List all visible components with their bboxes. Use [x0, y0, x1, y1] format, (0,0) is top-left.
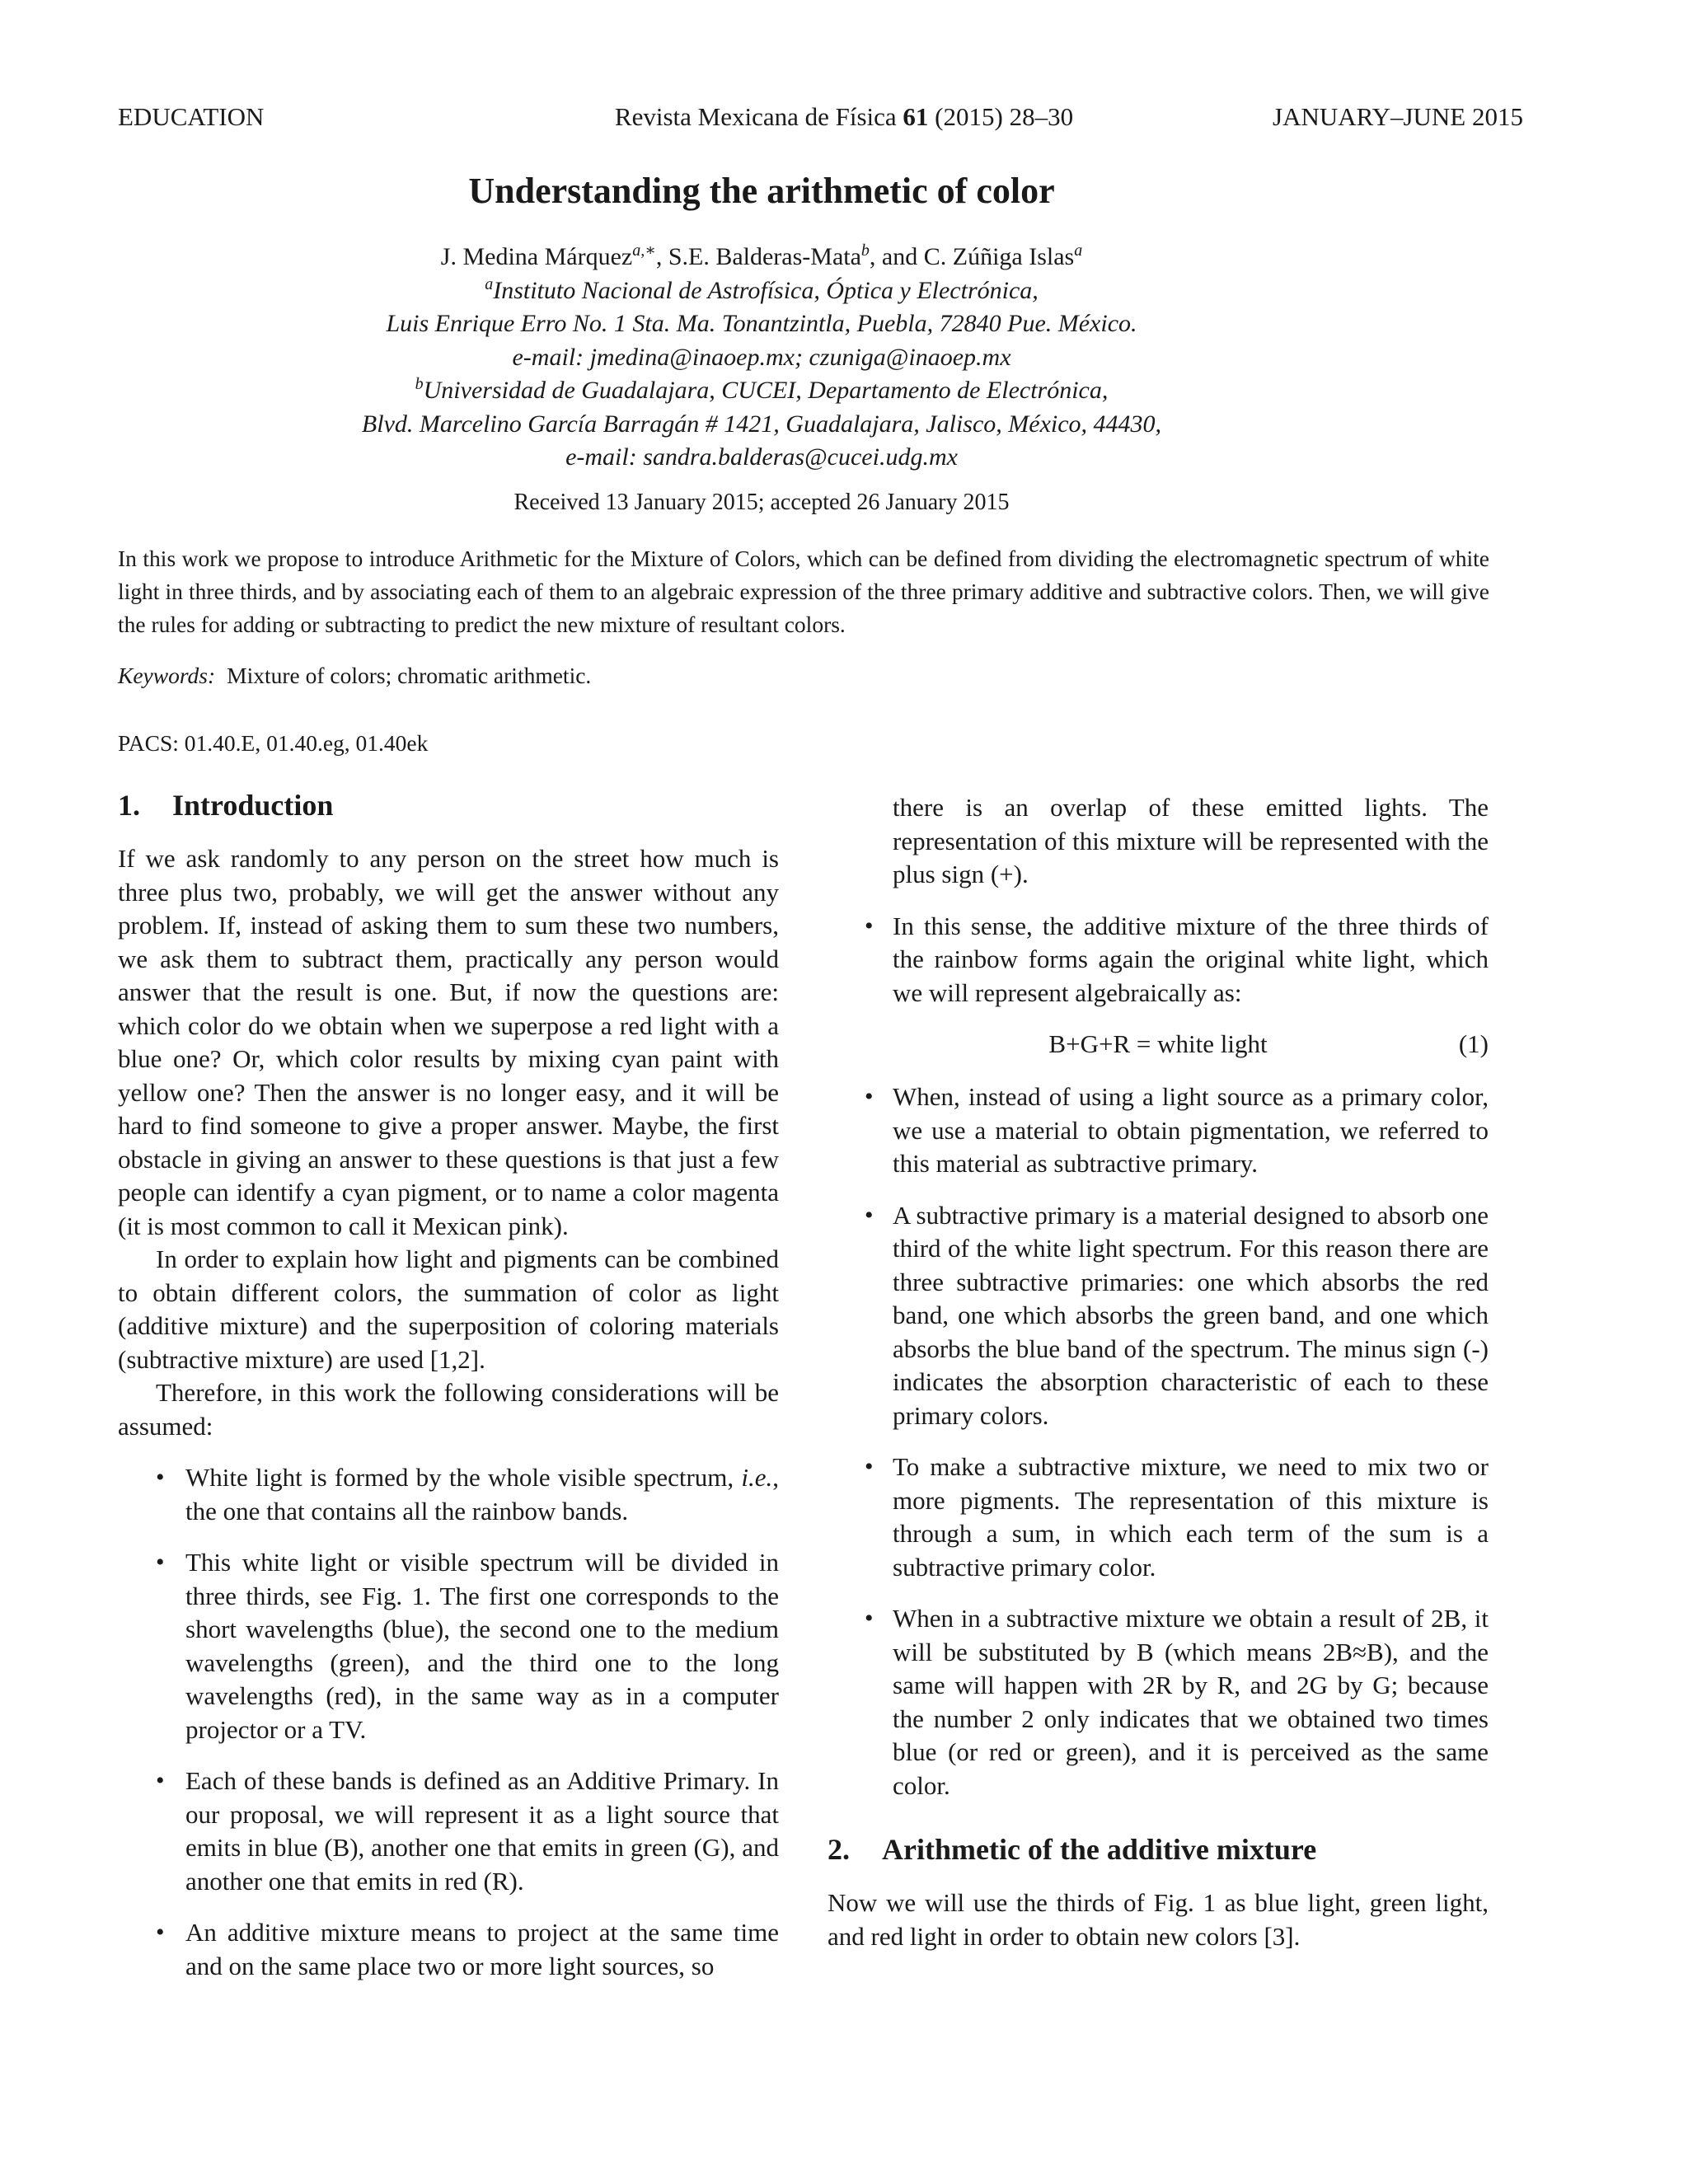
affiliation-text: e-mail: jmedina@inaoep.mx; czuniga@inaoep.mx: [512, 343, 1011, 371]
list-item: [118, 1546, 779, 1746]
section-number: 2.: [828, 1833, 850, 1866]
list-item-text: When, instead of using a light source as a primary color, we use a material to obtain pigmentation, we referred to this material as subtractive primary.: [893, 1082, 1489, 1178]
author-2: , S.E. Balderas-Mata: [655, 243, 861, 270]
list-item-text: An additive mixture means to project at the same time and on the same place two or more light sources, so: [185, 1918, 779, 1980]
affiliation-text: Luis Enrique Erro No. 1 Sta. Ma. Tonantzintla, Puebla, 72840 Pue. México.: [386, 310, 1137, 337]
list-item-text: Each of these bands is defined as an Additive Primary. In our proposal, we will represent it as a light source that emits in blue (B), another one that emits in green (G), and another one that emits in red (R).: [185, 1766, 779, 1896]
intro-paragraph-3: Therefore, in this work the following considerations will be assumed:: [118, 1378, 779, 1441]
journal-year-pages: (2015) 28–30: [935, 102, 1074, 131]
list-item: [118, 1765, 779, 1898]
list-item-emphasis: i.e.: [741, 1463, 773, 1492]
bullet-icon: •: [156, 1464, 165, 1491]
list-item: [828, 1199, 1489, 1433]
equation-number: (1): [1458, 1029, 1489, 1058]
list-item: [828, 1451, 1489, 1584]
affiliation-text: Universidad de Guadalajara, CUCEI, Departamento de Electrónica,: [423, 377, 1109, 404]
bullet-icon: •: [865, 1453, 874, 1480]
bullet-icon: •: [156, 1919, 165, 1946]
considerations-list-right: [828, 1080, 1489, 1802]
list-item-text: there is an overlap of these emitted lights. The representation of this mixture will be represented with the plus sign (+).: [893, 793, 1489, 888]
list-item-continued: [828, 791, 1489, 892]
section2-paragraph-1: Now we will use the thirds of Fig. 1 as blue light, green light, and red light in order to obtain new colors [3].: [828, 1888, 1489, 1951]
list-item-text: To make a subtractive mixture, we need to mix two or more pigments. The representation of this mixture is through a sum, in which each term of the sum is a subtractive primary color.: [893, 1452, 1489, 1582]
list-item-text: White light is formed by the whole visible spectrum,: [185, 1463, 742, 1492]
list-item: [828, 1602, 1489, 1802]
author-3: , and C. Zúñiga Islas: [869, 243, 1075, 270]
journal-volume: 61: [903, 102, 929, 131]
bullet-icon: •: [156, 1767, 165, 1794]
list-item-text: When in a subtractive mixture we obtain a result of 2B, it will be substituted by B (which means 2B≈B), and the same will happen with 2R by R, and 2G by G; because the number 2 only indicates that we obtained two times blue (or red or green), and it is perceived as the same color.: [893, 1604, 1489, 1800]
section-number: 1.: [118, 789, 140, 822]
list-item: [118, 1916, 779, 1983]
author-1: J. Medina Márquez: [440, 243, 633, 270]
keywords-label: Keywords:: [118, 663, 216, 688]
intro-paragraph-1: If we ask randomly to any person on the street how much is three plus two, probably, we will get the answer without any problem. If, instead of asking them to sum these two numbers, we ask them to subtract them, practically any person would answer that the result is one. But, if now the questions are: which color do we obtain when we superpose a red light with a blue one? Or, which color results by mixing cyan paint with yellow one? Then the answer is no longer easy, and it will be hard to find someone to give a proper answer. Maybe, the first obstacle in giving an answer to these questions is that just a few people can identify a cyan pigment, or to name a color magenta (it is most common to call it Mexican pink).: [118, 844, 779, 1240]
journal-name: Revista Mexicana de Física: [614, 102, 897, 131]
affiliation-text: Blvd. Marcelino García Barragán # 1421, Guadalajara, Jalisco, México, 44430,: [361, 410, 1162, 438]
author-1-affil: a,∗: [632, 241, 656, 260]
list-item: [828, 1080, 1489, 1181]
bullet-icon: •: [156, 1549, 165, 1576]
received-dates: Received 13 January 2015; accepted 26 January 2015: [513, 490, 1010, 515]
author-list: [0, 241, 1523, 274]
abstract: In this work we propose to introduce Arithmetic for the Mixture of Colors, which can be defined from dividing the electromagnetic spectrum of white light in three thirds, and by associating each of them to an algebraic expression of the three primary additive and subtractive colors. Then, we will give the rules for adding or subtracting to predict the new mixture of resultant colors.: [118, 546, 1489, 637]
header-issue-date: JANUARY–JUNE 2015: [1273, 102, 1523, 131]
list-item-text: , the one that contains all the rainbow bands.: [185, 1463, 779, 1526]
left-column: [118, 786, 779, 1983]
affiliation-email: [0, 441, 1523, 475]
intro-paragraph-2: In order to explain how light and pigments can be combined to obtain different colors, the summation of color as light (additive mixture) and the superposition of coloring materials (subtractive mixture) are used [1,2].: [118, 1244, 779, 1374]
affiliation-line: [0, 374, 1523, 408]
considerations-list: [118, 1461, 779, 1983]
equation-body: B+G+R = white light: [1048, 1029, 1268, 1058]
author-3-affil: a: [1074, 241, 1083, 260]
affiliation-email: [0, 341, 1523, 375]
considerations-list-continued: [828, 791, 1489, 1010]
affiliation-line: [0, 307, 1523, 341]
author-2-affil: b: [860, 241, 870, 260]
keywords: [118, 659, 1489, 692]
affiliation-marker: b: [415, 375, 424, 393]
section-heading-introduction: [118, 786, 779, 824]
list-item-text: This white light or visible spectrum will be divided in three thirds, see Fig. 1. The first one corresponds to the short wavelengths (blue), the second one to the medium wavelengths (green), and the third one to the long wavelengths (red), in the same way as in a computer projector or a TV.: [185, 1548, 779, 1744]
keywords-text: Mixture of colors; chromatic arithmetic.: [227, 663, 592, 688]
list-item: [828, 910, 1489, 1010]
list-item-text: A subtractive primary is a material designed to absorb one third of the white light spectrum. For this reason there are three subtractive primaries: one which absorbs the red band, one which absorbs the green band, and one which absorbs the blue band of the spectrum. The minus sign (-) indicates the absorption characteristic of each to these primary colors.: [893, 1200, 1489, 1430]
list-item: [118, 1461, 779, 1528]
bullet-icon: •: [865, 1083, 874, 1110]
affiliation-line: [0, 408, 1523, 442]
list-item-text: In this sense, the additive mixture of the three thirds of the rainbow forms again the original white light, which we will represent algebraically as:: [893, 911, 1489, 1007]
section-heading-additive-mixture: [828, 1830, 1489, 1868]
equation-1: [828, 1028, 1489, 1062]
affiliation-text: Instituto Nacional de Astrofísica, Óptica y Electrónica,: [493, 276, 1039, 304]
bullet-icon: •: [865, 1605, 874, 1632]
affiliation-line: [0, 274, 1523, 308]
bullet-icon: •: [865, 912, 874, 940]
pacs-codes: PACS: 01.40.E, 01.40.eg, 01.40ek: [118, 730, 429, 756]
header-section-label: EDUCATION: [118, 102, 265, 131]
affiliation-marker: a: [485, 274, 494, 293]
right-column: [828, 791, 1489, 1953]
section-title: Introduction: [172, 789, 334, 822]
section-title: Arithmetic of the additive mixture: [882, 1833, 1317, 1866]
paper-title: Understanding the arithmetic of color: [468, 171, 1055, 211]
author-block: [0, 241, 1523, 475]
bullet-icon: •: [865, 1201, 874, 1229]
affiliation-text: e-mail: sandra.balderas@cucei.udg.mx: [565, 443, 958, 471]
